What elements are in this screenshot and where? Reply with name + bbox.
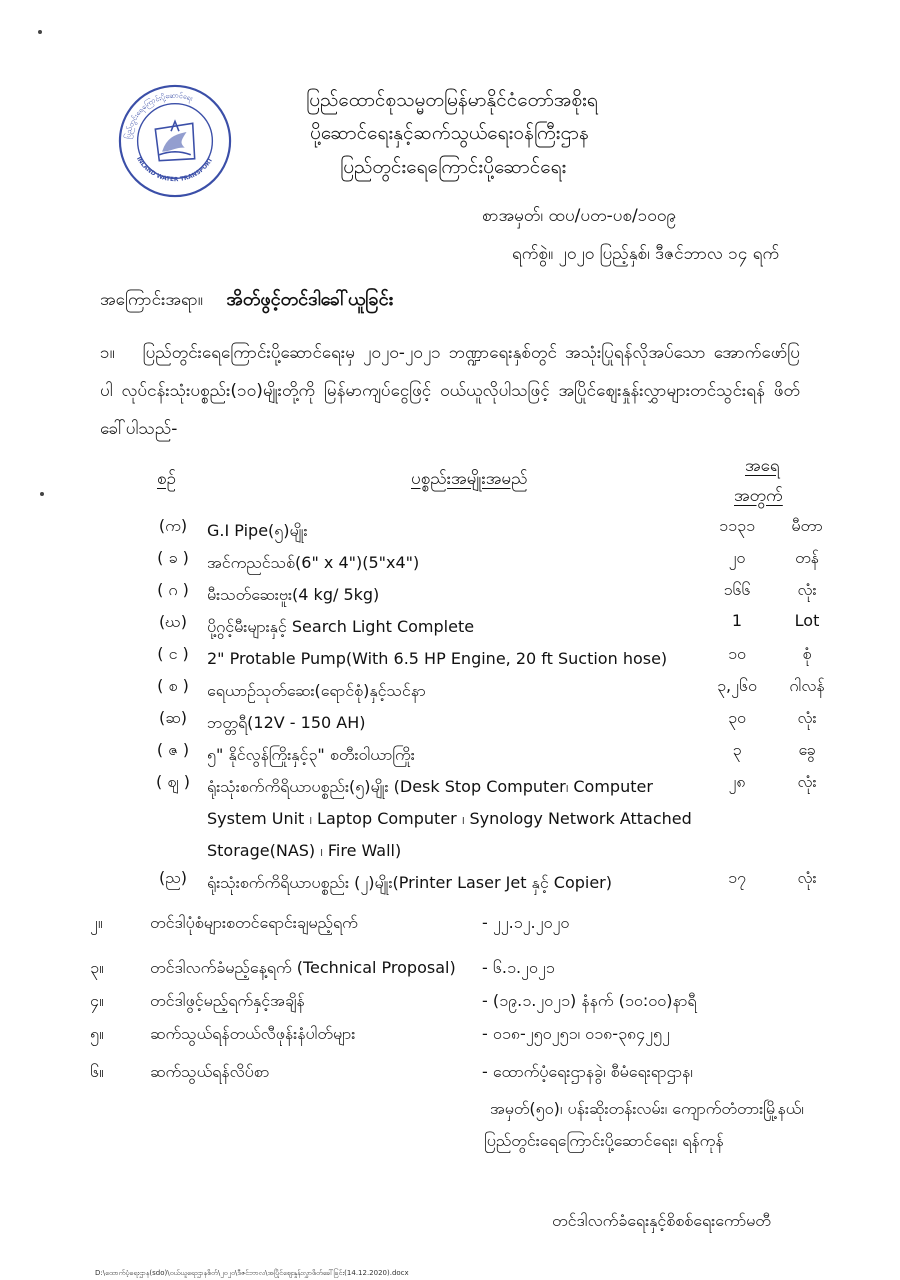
official-seal bbox=[116, 82, 234, 200]
letter-date: ရက်စွဲ။ ၂၀၂၀ ပြည့်နှစ်၊ ဒီဇင်ဘာလ ၁၄ ရက် bbox=[512, 244, 780, 264]
info-label: ဆက်သွယ်ရန်လိပ်စာ bbox=[150, 1062, 270, 1081]
row-item-name: ရုံးသုံးစက်ကိရိယာပစ္စည်း (၂)မျိုး(Printer Laser Jet နှင့် Copier) bbox=[207, 873, 612, 892]
info-number: ၆။ bbox=[90, 1062, 104, 1081]
info-value: - ၀၁၈-၂၅၀၂၅၁၊ ၀၁၈-၃၈၄၂၅၂ bbox=[482, 1024, 670, 1043]
row-quantity: ၃၀ bbox=[728, 708, 746, 727]
row-unit: လုံး bbox=[797, 868, 817, 887]
row-item-name: ရေယာဉ်သုတ်ဆေး(ရောင်စုံ)နှင့်သင်နာ bbox=[207, 681, 426, 700]
row-number: (ဃ) bbox=[158, 612, 188, 631]
row-unit: ခွေ bbox=[798, 740, 816, 759]
row-item-name: 2" Protable Pump(With 6.5 HP Engine, 20 ft Suction hose) bbox=[207, 649, 668, 668]
row-quantity: ၂၀ bbox=[728, 548, 746, 567]
intro-number: ၁။ bbox=[100, 343, 115, 363]
footer-file-path: D:\ထောက်ပံ့ရေးဌာန(sdo)\ဝယ်ယူရေးဌာနစိတ်\၂၀၂၀\ဒီဇင်ဘာလ\အပြိုင်ဈေးနှုန်းလွှာဖိတ်ခေါ်ခြင်း(14.12.2020).docx bbox=[95, 1269, 409, 1277]
row-item-name: ရုံးသုံးစက်ကိရိယာပစ္စည်း(၅)မျိုး (Desk Stop Computer၊ Computer System Unit ၊ Laptop Computer ၊ Synology Network Attached Storage(NAS) ၊ Fire Wall) bbox=[207, 777, 692, 860]
row-quantity: ၃,၂၆၀ bbox=[717, 676, 757, 695]
row-item-name: ၅" နိုင်လွန်ကြိုးနှင့်၃" စတီးဝါယာကြိုး bbox=[207, 745, 415, 764]
row-quantity: ၁၇ bbox=[728, 868, 746, 887]
scan-speck bbox=[38, 30, 42, 34]
row-number: (က) bbox=[158, 516, 188, 535]
bird-emblem-icon bbox=[155, 121, 194, 160]
row-number: (ည) bbox=[159, 868, 187, 887]
info-number: ၂။ bbox=[90, 913, 103, 932]
row-unit: လုံး bbox=[797, 708, 817, 727]
row-number: ( ခ ) bbox=[157, 548, 189, 567]
scan-speck bbox=[40, 492, 44, 496]
row-unit: မီတာ bbox=[791, 516, 823, 535]
address-line: အမှတ်(၅၀)၊ ပန်းဆိုးတန်းလမ်း၊ ကျောက်တံတားမြို့နယ်၊ bbox=[490, 1099, 804, 1118]
info-number: ၄။ bbox=[90, 991, 104, 1010]
info-value: - ၆.၁.၂၀၂၁ bbox=[482, 958, 555, 977]
row-item-name: G.I Pipe(၅)မျိုး bbox=[207, 521, 308, 540]
info-number: ၃။ bbox=[90, 958, 104, 977]
row-item-name: ပို့ဂွင့်မီးများနှင့် Search Light Complete bbox=[207, 617, 475, 636]
row-quantity: ၃ bbox=[732, 740, 742, 759]
info-value: - (၁၉.၁.၂၀၂၁) နံနက် (၁၀:၀၀)နာရီ bbox=[482, 991, 697, 1010]
info-label: ဆက်သွယ်ရန်တယ်လီဖုန်းနံပါတ်များ bbox=[150, 1024, 356, 1043]
row-unit: ဂါလန် bbox=[789, 676, 825, 695]
intro-paragraph bbox=[100, 334, 800, 448]
committee-signature: တင်ဒါလက်ခံရေးနှင့်စိစစ်ရေးကော်မတီ bbox=[552, 1211, 771, 1230]
info-label: တင်ဒါလက်ခံမည့်နေ့ရက် (Technical Proposal) bbox=[150, 958, 456, 977]
row-number: ( ဈ ) bbox=[156, 772, 190, 791]
info-label: တင်ဒါဖွင့်မည့်ရက်နှင့်အချိန် bbox=[150, 991, 305, 1010]
row-quantity: ၁၁၃၁ bbox=[719, 516, 755, 535]
seal-bottom-text: INLAND WATER TRANSPORT bbox=[134, 156, 215, 184]
row-number: ( ဇ ) bbox=[156, 740, 190, 759]
address-line: ပြည်တွင်းရေကြောင်းပို့ဆောင်ရေး၊ ရန်ကုန် bbox=[484, 1131, 724, 1150]
row-quantity: 1 bbox=[731, 611, 743, 630]
row-item-name: ဘတ္တရီ(12V - 150 AH) bbox=[207, 713, 366, 732]
info-value: - ထောက်ပံ့ရေးဌာနခွဲ၊ စီမံရေးရာဌာန၊ bbox=[482, 1062, 693, 1081]
row-number: (ဆ) bbox=[159, 708, 187, 727]
svg-text:ပြည်တွင်းရေကြောင်းပို့ဆောင်ရေး bbox=[123, 90, 194, 139]
row-quantity: ၂၈ bbox=[728, 772, 746, 791]
row-unit: စုံ bbox=[802, 644, 812, 663]
table-header-qty-line1: အရေ bbox=[745, 456, 780, 476]
seal-top-text: ပြည်တွင်းရေကြောင်းပို့ဆောင်ရေး bbox=[122, 90, 194, 140]
subject-label: အကြောင်းအရာ။ bbox=[100, 290, 203, 310]
subject-title: အိတ်ဖွင့်တင်ဒါခေါ်ယူခြင်း bbox=[226, 289, 394, 310]
table-header-no: စဉ် bbox=[157, 469, 176, 489]
row-item-name: မီးသတ်ဆေးဗူး(4 kg/ 5kg) bbox=[207, 585, 380, 604]
table-header-item: ပစ္စည်းအမျိုးအမည် bbox=[411, 469, 528, 489]
table-header-qty-line2: အတွက် bbox=[734, 486, 783, 506]
row-unit: Lot bbox=[794, 611, 820, 630]
row-unit: လုံး bbox=[797, 772, 817, 791]
row-quantity: ၁၀ bbox=[728, 644, 746, 663]
row-unit: တန် bbox=[795, 548, 819, 567]
row-number: ( ဂ ) bbox=[157, 580, 189, 599]
row-number: ( စ ) bbox=[157, 676, 189, 695]
letter-number: စာအမှတ်၊ ထပ/ပတ-ပစ/၁၀၀၉ bbox=[482, 206, 676, 226]
row-quantity: ၁၆၆ bbox=[723, 580, 751, 599]
info-value: - ၂၂.၁၂.၂၀၂၀ bbox=[482, 913, 570, 932]
row-unit: လုံး bbox=[797, 580, 817, 599]
info-number: ၅။ bbox=[90, 1024, 104, 1043]
intro-text: ပြည်တွင်းရေကြောင်းပို့ဆောင်ရေးမှ ၂၀၂၀-၂၀၂၁ ဘဏ္ဍာရေးနှစ်တွင် အသုံးပြုရန်လိုအပ်သော အောက်ဖော်ပြပါ လုပ်ငန်းသုံးပစ္စည်း(၁၀)မျိုးတို့ကို မြန်မာကျပ်ငွေဖြင့် ဝယ်ယူလိုပါသဖြင့် အပြိုင်ဈေးနှုန်းလွှာများတင်သွင်းရန် ဖိတ်ခေါ်ပါသည်- bbox=[100, 343, 800, 439]
info-label: တင်ဒါပုံစံများစတင်ရောင်းချမည့်ရက် bbox=[150, 913, 358, 932]
row-item-name: အင်ကညင်သစ်(6" x 4")(5"x4") bbox=[207, 553, 420, 572]
row-number: ( င ) bbox=[157, 644, 189, 663]
subject-line bbox=[100, 287, 393, 314]
